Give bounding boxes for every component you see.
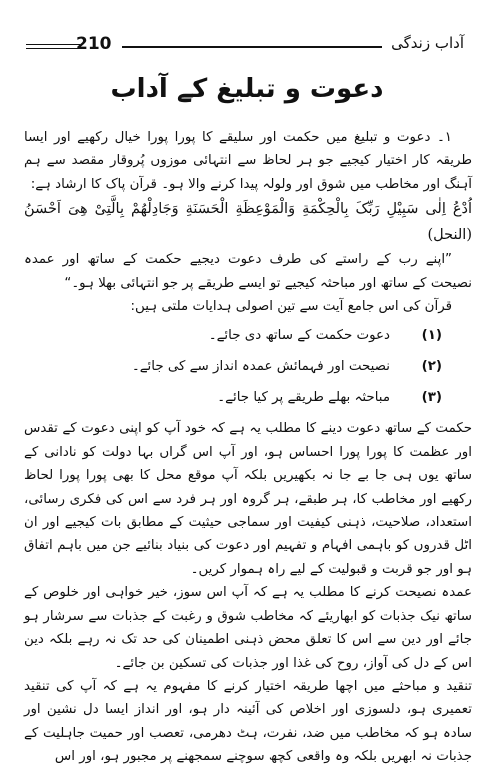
- list-item-number: (۱): [421, 328, 442, 344]
- running-title: آداب زندگی: [391, 34, 464, 52]
- chapter-heading: دعوت و تبلیغ کے آداب: [110, 74, 384, 104]
- paragraph-advice: عمدہ نصیحت کرنے کا مطلب یہ ہے کہ آپ اس سوز، خیر خواہی اور خلوص کے ساتھ نیک جذبات کو ابھاریئے کہ مخاطب شوق و رغبت کے جذبات سے سرشار ہو جائے اور دین سے اس کا تعلق محض ذہنی اطمینان کی حد تک نہ رہے بلکہ دین اس کے دل کی آواز، روح کی غذا اور جذبات کی تسکین بن جائے۔: [24, 585, 472, 671]
- principles-list: [24, 320, 472, 413]
- paragraph-intro: ۱۔ دعوت و تبلیغ میں حکمت اور سلیقے کا پورا پورا خیال رکھیے اور ایسا طریقہ کار اختیار کیجیے جو ہر لحاظ سے انتہائی موزوں پُروقار مقصد سے ہم آہنگ اور مخاطب میں شوق اور ولولہ پیدا کرنے والا ہو۔ قرآن پاک کا ارشاد ہے:: [24, 130, 472, 192]
- quran-verse: اُدْعُ اِلٰی سَبِیْلِ رَبِّکَ بِالْحِکْمَةِ وَالْمَوْعِظَةِ الْحَسَنَةِ وَجَادِلْهُمْ بِالَّتِیْ هِیَ اَحْسَنُ (النحل): [24, 201, 472, 244]
- list-lead: قرآن کی اس جامع آیت سے تین اصولی ہدایات ملتی ہیں:: [130, 299, 452, 315]
- list-item: [24, 320, 472, 351]
- page-body: [24, 126, 472, 769]
- list-item-number: (۳): [421, 390, 442, 406]
- page-header: [26, 34, 468, 58]
- header-double-rule: [26, 44, 80, 45]
- list-item-text: دعوت حکمت کے ساتھ دی جائے۔: [208, 328, 390, 344]
- list-item-text: نصیحت اور فہمائش عمدہ انداز سے کی جائے۔: [131, 359, 390, 375]
- list-item: [24, 351, 472, 382]
- page-number: 210: [76, 34, 112, 54]
- paragraph-wisdom: حکمت کے ساتھ دعوت دینے کا مطلب یہ ہے کہ خود آپ کو اپنی دعوت کے تقدس اور عظمت کا پورا پورا احساس ہو، اور آپ اس گراں بہا دولت کو نادانی کے ساتھ یوں ہی جا بے جا نہ بکھیریں بلکہ آپ موقع محل کا بھی پورا پورا لحاظ رکھیے اور مخاطب کا، ہر طبقے، ہر گروہ اور ہر فرد سے اس کی فکری رسائی، استعداد، صلاحیت، ذہنی کیفیت اور سماجی حیثیت کے مطابق بات کیجیے اور ان اٹل قدروں کو باہمی افہام و تفہیم اور دعوت کی بنیاد بنائیے جن میں باہم اتفاق ہو اور جو قربت و قبولیت کے لیے راہ ہموار کریں۔: [24, 421, 472, 577]
- verse-translation: ”اپنے رب کے راستے کی طرف دعوت دیجیے حکمت کے ساتھ اور عمدہ نصیحت کے ساتھ اور مباحثہ کیجیے تو ایسے طریقے پر جو انتہائی بھلا ہو۔“: [24, 252, 472, 291]
- header-double-rule: [26, 48, 80, 49]
- header-rule: [122, 46, 382, 48]
- list-item: [24, 382, 472, 413]
- paragraph-debate: تنقید و مباحثے میں اچھا طریقہ اختیار کرنے کا مفہوم یہ ہے کہ آپ کی تنقید تعمیری ہو، دلسوزی اور اخلاص کی آئینہ دار ہو، اور انداز ایسا دل نشین اور سادہ ہو کہ مخاطب میں ضد، نفرت، ہٹ دھرمی، تعصب اور حمیت جاہلیت کے جذبات نہ ابھریں بلکہ وہ واقعی کچھ سوچنے سمجھنے پر مجبور ہو، اور اس: [24, 678, 472, 765]
- list-item-number: (۲): [421, 359, 442, 375]
- list-item-text: مباحثہ بھلے طریقے پر کیا جائے۔: [217, 390, 390, 406]
